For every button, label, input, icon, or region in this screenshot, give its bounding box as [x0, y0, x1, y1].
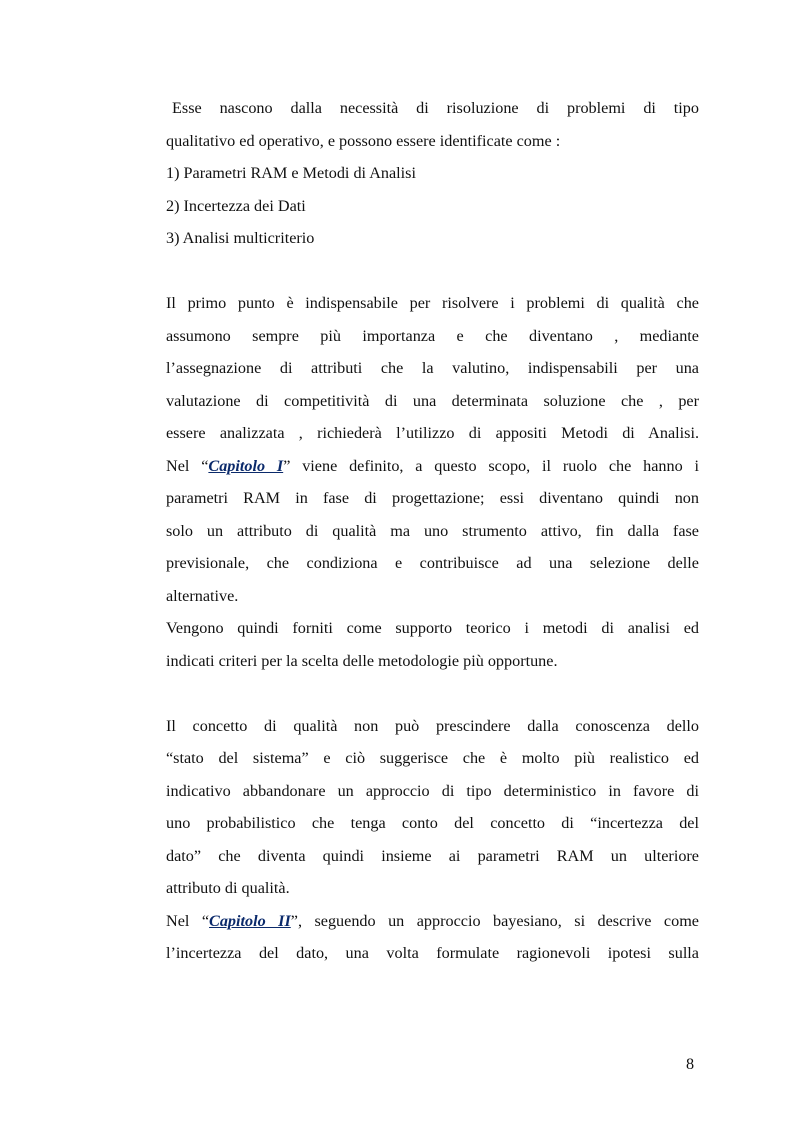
page-number: 8	[686, 1055, 695, 1073]
paragraph-line: essere analizzata , richiederà l’utilizzo di appositi Metodi di Analisi.	[166, 424, 699, 442]
quote-open: Nel “	[166, 911, 210, 930]
paragraph-line: indicati criteri per la scelta delle metodologie più opportune.	[166, 651, 558, 670]
page-body	[166, 92, 699, 970]
objectives-list	[166, 157, 699, 255]
paragraph-line: l’assegnazione di attributi che la valutino, indispensabili per una	[166, 359, 699, 377]
paragraph-line: dato” che diventa quindi insieme ai parametri RAM un ulteriore	[166, 846, 699, 865]
chapter-reference: Capitolo II	[209, 911, 291, 930]
paragraph-line: Il concetto di qualità non può prescindere dalla conoscenza dello	[166, 716, 699, 735]
paragraph-line	[166, 450, 699, 483]
paragraph-line: uno probabilistico che tenga conto del concetto di “incertezza del	[166, 814, 699, 832]
paragraph-line: Vengono quindi forniti come supporto teorico i metodi di analisi ed	[166, 619, 699, 637]
paragraph-spacer	[166, 677, 699, 710]
paragraph-spacer	[166, 255, 699, 288]
paragraph-text: ” viene definito, a questo scopo, il ruolo che hanno i	[283, 456, 699, 475]
paragraph-line: qualitativo ed operativo, e possono essere identificate come :	[166, 131, 561, 150]
paragraph-line: previsionale, che condiziona e contribuisce ad una selezione delle	[166, 554, 699, 572]
paragraph-line: l’incertezza del dato, una volta formulate ragionevoli ipotesi sulla	[166, 944, 699, 962]
chapter-reference: Capitolo I	[208, 456, 284, 475]
paragraph-line: attributo di qualità.	[166, 879, 290, 897]
paragraph-2	[166, 287, 699, 450]
quote-open: Nel “	[166, 456, 209, 475]
list-item: 1) Parametri RAM e Metodi di Analisi	[166, 164, 416, 182]
paragraph-6	[166, 905, 699, 970]
paragraph-line: Il primo punto è indispensabile per risolvere i problemi di qualità che	[166, 294, 699, 312]
paragraph-line: indicativo abbandonare un approccio di tipo deterministico in favore di	[166, 781, 699, 800]
list-item: 3) Analisi multicriterio	[166, 229, 315, 247]
paragraph-4	[166, 612, 699, 677]
paragraph-line: valutazione di competitività di una determinata soluzione che , per	[166, 391, 699, 410]
paragraph-line: alternative.	[166, 586, 239, 605]
paragraph-line: parametri RAM in fase di progettazione; essi diventano quindi non	[166, 489, 699, 507]
paragraph-line: Esse nascono dalla necessità di risoluzione di problemi di tipo	[172, 99, 699, 117]
list-item: 2) Incertezza dei Dati	[166, 196, 306, 215]
paragraph-line: “stato del sistema” e ciò suggerisce che è molto più realistico ed	[166, 749, 699, 767]
paragraph-5	[166, 710, 699, 905]
paragraph-line: assumono sempre più importanza e che diventano , mediante	[166, 326, 699, 345]
paragraph-line	[166, 905, 699, 938]
paragraph-1	[166, 92, 699, 157]
paragraph-text: ”, seguendo un approccio bayesiano, si descrive come	[290, 911, 699, 930]
paragraph-line: solo un attributo di qualità ma uno strumento attivo, fin dalla fase	[166, 521, 699, 540]
paragraph-3	[166, 450, 699, 613]
